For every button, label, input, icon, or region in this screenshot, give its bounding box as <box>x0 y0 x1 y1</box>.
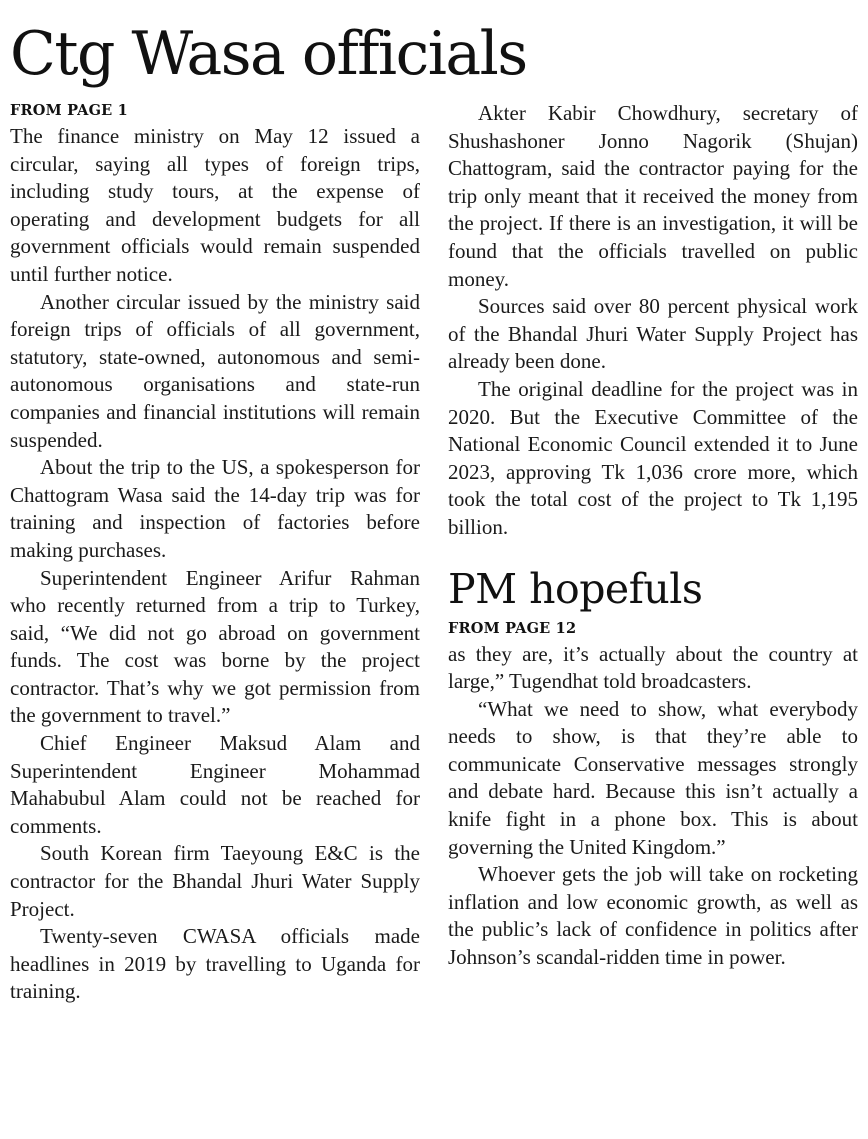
article-paragraph: South Korean firm Taeyoung E&C is the contractor for the Bhandal Jhuri Water Supply Project. <box>10 841 420 921</box>
second-article-headline: PM hopefuls <box>448 564 703 613</box>
article-kicker: FROM PAGE 1 <box>10 102 128 119</box>
article-paragraph: “What we need to show, what everybody needs to show, is that they’re able to communicate Conservative messages strongly and debate hard. Because this isn’t actually a knife fight in a phone box. This is about governing the United Kingdom.” <box>448 696 858 859</box>
second-article-kicker: FROM PAGE 12 <box>448 619 577 637</box>
article-paragraph: The original deadline for the project was in 2020. But the Executive Committee of the National Economic Council extended it to June 2023, approving Tk 1,036 crore more, which took the total cost of the project to Tk 1,195 billion. <box>448 376 858 539</box>
article-paragraph: The finance ministry on May 12 issued a circular, saying all types of foreign trips, including study tours, at the expense of operating and development budgets for all government officials would remain suspended until further notice. <box>10 124 420 286</box>
article-headline: Ctg Wasa officials <box>10 19 527 89</box>
article-paragraph: Twenty-seven CWASA officials made headlines in 2019 by travelling to Uganda for training. <box>10 924 420 1004</box>
article-paragraph: Sources said over 80 percent physical work of the Bhandal Jhuri Water Supply Project has already been done. <box>448 294 858 374</box>
left-column <box>10 100 420 1006</box>
article-paragraph: Whoever gets the job will take on rocketing inflation and low economic growth, as well as the public’s lack of confidence in politics after Johnson’s scandal-ridden time in power. <box>448 862 858 970</box>
article-paragraph: Another circular issued by the ministry said foreign trips of officials of all government, statutory, state-owned, autonomous and semi-autonomous organisations and state-run companies and financial institutions will remain suspended. <box>10 289 420 452</box>
article-paragraph: Akter Kabir Chowdhury, secretary of Shushashoner Jonno Nagorik (Shujan) Chattogram, said the contractor paying for the trip only meant that it received the money from the project. If there is an investigation, it will be found that the officials travelled on public money. <box>448 101 858 291</box>
article-paragraph: About the trip to the US, a spokesperson for Chattogram Wasa said the 14-day trip was for training and inspection of factories before making purchases. <box>10 455 420 562</box>
article-paragraph: as they are, it’s actually about the country at large,” Tugendhat told broadcasters. <box>448 641 858 694</box>
article-paragraph: Chief Engineer Maksud Alam and Superintendent Engineer Mohammad Mahabubul Alam could not be reached for comments. <box>10 731 420 838</box>
right-column <box>448 100 858 972</box>
article-paragraph: Superintendent Engineer Arifur Rahman who recently returned from a trip to Turkey, said, “We did not go abroad on government funds. The cost was borne by the project contractor. That’s why we got permission from the government to travel.” <box>10 565 420 728</box>
